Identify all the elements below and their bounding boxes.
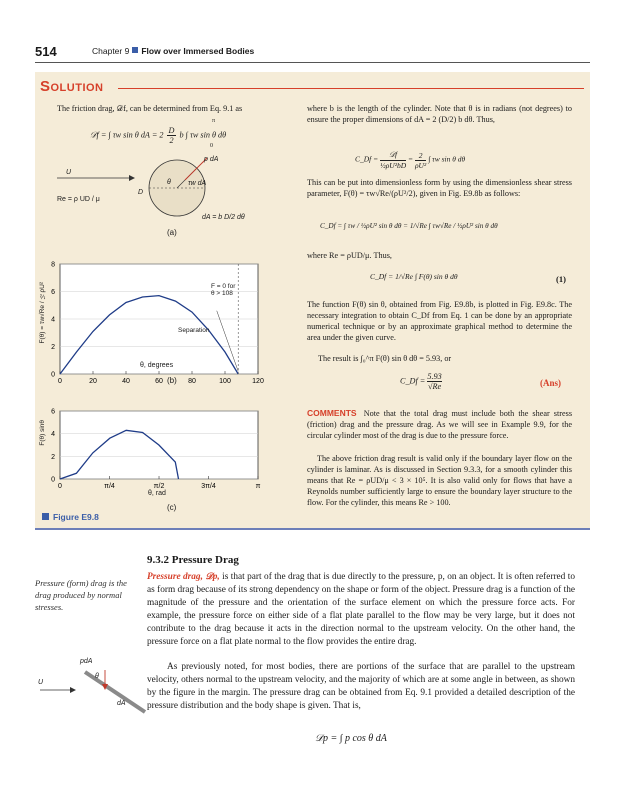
fig-a-caption: (a) bbox=[167, 228, 177, 237]
chart-c-xlabel: θ, rad bbox=[148, 490, 166, 497]
margin-fig-theta: θ bbox=[95, 673, 99, 680]
x-tick-label: 20 bbox=[89, 378, 97, 385]
solution-intro: The friction drag, 𝒟f, can be determined from Eq. 9.1 as bbox=[57, 104, 243, 113]
equation-1 bbox=[90, 126, 226, 145]
page-number: 514 bbox=[35, 44, 57, 59]
eq1-lhs: 𝒟f = ∫ τw sin θ dA = 2 bbox=[90, 130, 164, 140]
eq2-num2: 2 bbox=[415, 151, 426, 161]
eq2-frac2 bbox=[415, 151, 426, 170]
y-tick-label: 6 bbox=[51, 408, 55, 416]
y-tick-label: 2 bbox=[51, 453, 55, 461]
y-tick-label: 4 bbox=[51, 316, 55, 324]
solution-right-p4: The function F(θ) sin θ, obtained from Fig. E9.8b, is plotted in Fig. E9.8c. The necessary integration to obtain C_Df from Eq. 1 can be done by an appropriate numerical technique or by an approximate graphical method to determine the area under the given curve. bbox=[307, 300, 572, 342]
fig-a-twdA: τw dA bbox=[188, 180, 207, 187]
y-tick-label: 6 bbox=[51, 289, 55, 296]
y-tick-label: 0 bbox=[51, 371, 55, 379]
figure-label-text: Figure E9.8 bbox=[53, 512, 99, 522]
y-tick-label: 8 bbox=[51, 261, 55, 269]
x-tick-label: 3π/4 bbox=[201, 483, 216, 490]
x-tick-label: 40 bbox=[122, 378, 130, 385]
x-tick-label: 60 bbox=[155, 378, 163, 385]
chart-b-caption: (b) bbox=[167, 376, 177, 385]
eq5-den: √Re bbox=[427, 382, 442, 391]
figure-label bbox=[42, 512, 99, 522]
chart-c-ylabel: F(θ) sinθ bbox=[39, 420, 46, 446]
eq1-limit-lo: 0 bbox=[210, 143, 213, 149]
eq4-rhs: ∫ F(θ) sin θ dθ bbox=[414, 272, 458, 281]
surface-element bbox=[85, 672, 145, 712]
margin-figure bbox=[40, 660, 150, 720]
header-rule bbox=[35, 62, 590, 63]
chart-b-ann1: F = 0 for bbox=[211, 283, 236, 290]
solution-rule bbox=[118, 88, 584, 89]
flow-arrowhead-icon bbox=[129, 175, 135, 181]
margin-note: Pressure (form) drag is the drag produced by normal stresses. bbox=[35, 578, 127, 612]
eq5-answer-tag: (Ans) bbox=[540, 378, 562, 388]
equation-5 bbox=[400, 372, 442, 391]
eq5-num: 5.93 bbox=[427, 372, 442, 381]
comments-block bbox=[307, 408, 572, 441]
x-tick-label: π bbox=[255, 483, 261, 490]
y-tick-label: 4 bbox=[51, 431, 55, 439]
y-tick-label: 0 bbox=[51, 476, 55, 484]
fig-a-theta: θ bbox=[167, 179, 171, 186]
eq3-a: ∫ τw / ½ρU² sin θ dθ bbox=[344, 222, 402, 230]
eq2-den2: ρU² bbox=[414, 160, 427, 170]
eq2-frac1 bbox=[380, 150, 406, 170]
chart-b-xlabel: θ, degrees bbox=[140, 362, 174, 369]
chart-c-caption: (c) bbox=[167, 503, 177, 512]
solution-right-p3: where Re = ρUD/μ. Thus, bbox=[307, 251, 392, 260]
eq2-num: 𝒟f bbox=[380, 150, 406, 161]
eq5-frac bbox=[427, 372, 441, 391]
eq1-limit-hi: π bbox=[212, 118, 216, 124]
fig-a-pdA: p dA bbox=[204, 156, 219, 163]
margin-fig-dA: dA bbox=[117, 700, 126, 707]
solution-right-p5: The result is ∫₀^π F(θ) sin θ dθ = 5.93, or bbox=[318, 354, 452, 363]
running-header bbox=[92, 46, 254, 56]
x-tick-label: 0 bbox=[58, 378, 62, 385]
eq2-mid: = bbox=[408, 154, 414, 164]
fig-a-dA: dA = b D/2 dθ bbox=[202, 214, 245, 221]
eq4-tag: (1) bbox=[556, 274, 566, 284]
eq4-frac: 1/√Re bbox=[395, 272, 413, 281]
eq3-mid: = bbox=[403, 222, 409, 230]
comments-p2: The above friction drag result is valid only if the boundary layer flow on the cylinder is laminar. As is discussed in Section 9.3.3, for a smooth cylinder this means that Re = ρUD/μ < 3 × 10⁵. It is also valid only for flows that have a Reynolds number sufficiently large to ensure the boundary layer structure to the flow. For the cylinder, this means Re > 100. bbox=[307, 454, 572, 507]
x-tick-label: 0 bbox=[58, 483, 62, 490]
chart-b-ann3: Separation bbox=[178, 327, 210, 334]
eq1-frac bbox=[167, 126, 177, 145]
x-tick-label: 120 bbox=[252, 378, 264, 385]
comments-p1: Note that the total drag must include both the shear stress (friction) drag and the pressure drag. As we will see in Example 9.9, for the circular cylinder most of the drag is due to the pressure force. bbox=[307, 409, 572, 440]
equation-final: 𝒟p = ∫ p cos θ dA bbox=[315, 733, 387, 744]
fig-a-re: Re = ρ UD / μ bbox=[57, 196, 100, 203]
y-tick-label: 2 bbox=[51, 344, 55, 351]
eq4-lhs: C_Df = bbox=[370, 272, 394, 281]
equation-3 bbox=[320, 222, 498, 230]
para1-lead: Pressure drag, 𝒟p, bbox=[147, 572, 220, 582]
eq1-frac-num: D bbox=[168, 126, 175, 135]
section-title: 9.3.2 Pressure Drag bbox=[147, 554, 239, 566]
eq2-lhs: C_Df = bbox=[355, 154, 379, 164]
solution-title: Solution bbox=[40, 78, 104, 95]
x-tick-label: π/2 bbox=[153, 483, 165, 490]
figure-square-icon bbox=[42, 513, 49, 520]
figure-a bbox=[57, 150, 317, 235]
section-para-1 bbox=[147, 571, 575, 649]
solution-right-p2: This can be put into dimensionless form by using the dimensionless shear stress parameter, F(θ) = τw√Re/(ρU²/2), given in Fig. E9.8b as follows: bbox=[307, 178, 572, 198]
fig-a-U: U bbox=[66, 169, 72, 176]
eq1-rhs: b ∫ τw sin θ dθ bbox=[179, 130, 227, 140]
para1-body: is that part of the drag that is due directly to the pressure, p, on an object. It is often referred to as form drag because of its strong dependency on the shape or form of the object. Pressure drag is a function of the magnitude of the pressure and the orientation of the surface element on which the pressure force acts. For example, the pressure force on either side of a flat plate parallel to the flow may be very large, but it does not contribute to the drag because it acts in the direction normal to the upstream velocity. On the other hand, the pressure force on a flat plate normal to the flow provides the entire drag. bbox=[147, 572, 575, 647]
header-square-icon bbox=[132, 47, 138, 53]
eq3-b: 1/√Re ∫ τw√Re / ½ρU² sin θ dθ bbox=[409, 222, 498, 230]
margin-fig-U: U bbox=[38, 679, 44, 686]
margin-fig-pdA: pdA bbox=[80, 658, 93, 665]
solution-right-p1: where b is the length of the cylinder. Note that θ is in radians (not degrees) to ensure the proper dimensions of dA = 2 (D/2) b dθ. Thus, bbox=[307, 104, 572, 124]
eq2-int: ∫ τw sin θ dθ bbox=[428, 154, 466, 164]
eq5-lhs: C_Df = bbox=[400, 376, 426, 386]
eq3-lhs: C_Df = bbox=[320, 222, 343, 230]
margin-arrowhead-icon bbox=[70, 687, 76, 693]
chapter-label: Chapter 9 bbox=[92, 46, 130, 56]
eq2-den: ½ρU²bD bbox=[380, 161, 407, 170]
eq1-frac-den: 2 bbox=[169, 136, 174, 145]
equation-4 bbox=[370, 272, 458, 281]
comments-title: COMMENTS bbox=[307, 408, 357, 418]
x-tick-label: π/4 bbox=[104, 483, 115, 490]
section-para-2: As previously noted, for most bodies, there are portions of the surface that are parallel to the upstream velocity, others normal to the upstream velocity, and the majority of which are at some angle in between, as shown by the figure in the margin. The pressure drag can be obtained from Eq. 9.1 provided a detailed description of the pressure distribution and the body shape is given. That is, bbox=[147, 662, 575, 711]
x-tick-label: 80 bbox=[188, 378, 196, 385]
equation-2 bbox=[355, 150, 465, 170]
cylinder-diagram bbox=[57, 158, 207, 216]
fig-a-D: D bbox=[138, 189, 144, 196]
chapter-title: Flow over Immersed Bodies bbox=[141, 46, 255, 56]
chart-c bbox=[40, 405, 280, 493]
chart-b-ann2: θ > 108 bbox=[211, 290, 233, 297]
x-tick-label: 100 bbox=[219, 378, 231, 385]
chart-b-ylabel: F(θ) = τw√Re / ½ρU² bbox=[39, 282, 46, 344]
